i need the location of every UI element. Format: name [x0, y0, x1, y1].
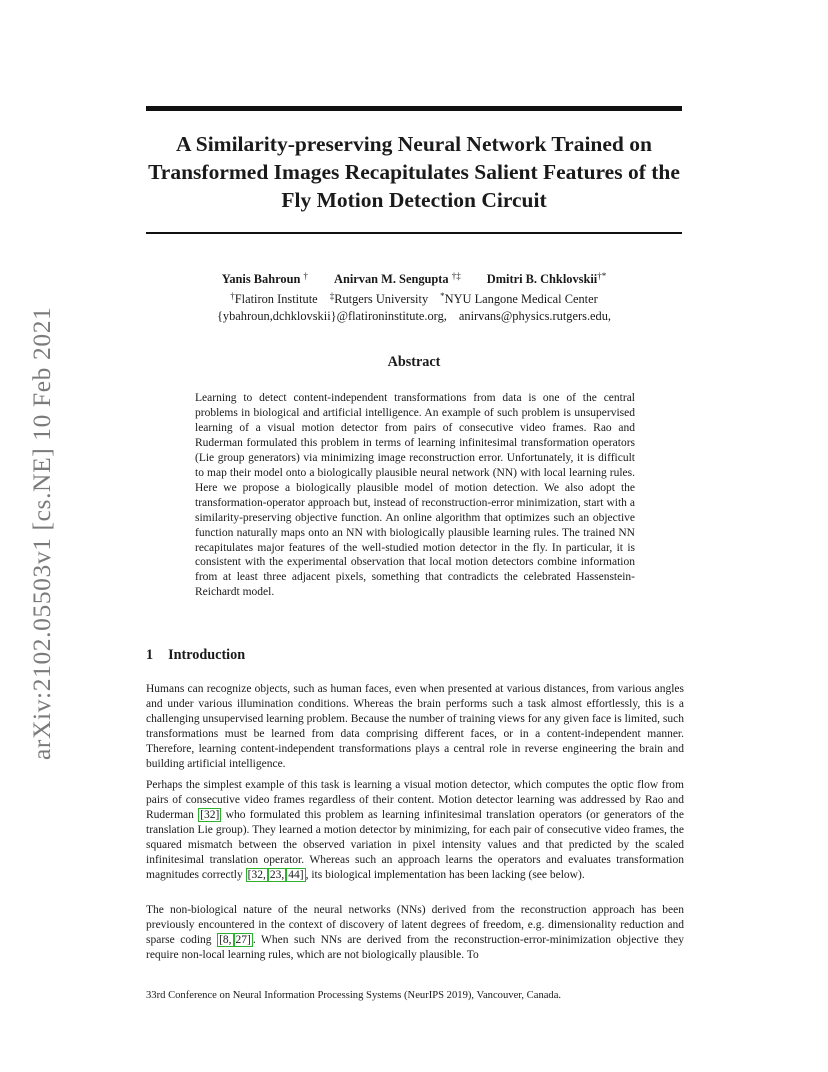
affiliation-name: Rutgers University — [334, 292, 429, 306]
paragraph-text: Perhaps the simplest example of this task is learning a visual motion detector, which computes the optic flow from pairs of consecutive video frames regardless of their content. Motion detector learning was addressed by Rao and Ruderman — [146, 779, 684, 821]
intro-paragraph-1: Humans can recognize objects, such as human faces, even when presented at various distances, from various angles and under various illumination conditions. Whereas the brain performs such a task almost effortlessly, this is a challenging unsupervised learning problem. Because the number of training views for any given face is limited, such transformations must be learned from data comprising different faces, or in a content-independent manner. Therefore, learning content-independent transformations plays a central role in reverse engineering the brain and building artificial intelligence. — [146, 683, 684, 770]
author-name: Yanis Bahroun — [221, 272, 301, 286]
abstract-heading: Abstract — [387, 354, 441, 370]
citation-link[interactable]: [32, — [247, 868, 266, 881]
author — [334, 268, 461, 288]
author — [487, 268, 607, 288]
section-number: 1 — [146, 647, 154, 663]
email: anirvans@physics.rutgers.edu, — [458, 309, 612, 323]
paragraph-text: , its biological implementation has been lacking (see below). — [305, 868, 585, 881]
author-names — [146, 268, 682, 288]
affiliation — [330, 288, 428, 308]
citation-link[interactable]: 44] — [288, 868, 304, 881]
affiliation-name: Flatiron Institute — [234, 292, 318, 306]
author-name: Anirvan M. Sengupta — [334, 272, 449, 286]
affiliation-name: NYU Langone Medical Center — [444, 292, 598, 306]
author-emails — [146, 308, 682, 325]
paper-title: A Similarity-preserving Neural Network Trained on Transformed Images Recapitulates Salient Features of the Fly Motion Detection Circuit — [148, 132, 680, 212]
arxiv-identifier: arXiv:2102.05503v1 [cs.NE] 10 Feb 2021 — [27, 306, 56, 760]
title-rule-bottom — [146, 232, 682, 234]
affiliation — [440, 288, 598, 308]
author-block — [146, 268, 682, 325]
citation-link[interactable]: 27] — [235, 933, 251, 946]
affiliations — [146, 288, 682, 308]
affiliation-mark: † — [230, 291, 235, 301]
citation-link[interactable]: [32] — [200, 808, 220, 821]
paragraph-text: The non-biological nature of the neural networks (NNs) derived from the reconstruction approach has been previously encountered in the context of discovery of latent degrees of freedom, e.g. dimensionality reduction and sparse coding — [146, 904, 684, 946]
intro-paragraph-3 — [146, 903, 684, 963]
affiliation — [230, 288, 317, 308]
affiliation-mark: * — [440, 291, 445, 301]
section-title: Introduction — [168, 647, 246, 663]
affiliation-mark: ‡ — [329, 291, 335, 301]
citation-link[interactable]: [8, — [219, 933, 232, 946]
author-marks: †* — [597, 271, 607, 281]
title-rule-top — [146, 106, 682, 111]
paragraph-text: . When such NNs are derived from the reconstruction-error-minimization objective they require non-local learning rules, which are not biologically plausible. To — [146, 933, 684, 961]
author — [222, 268, 308, 288]
email: {ybahroun,dchklovskii}@flatironinstitute.org, — [216, 309, 447, 323]
conference-footer: 33rd Conference on Neural Information Processing Systems (NeurIPS 2019), Vancouver, Canada. — [146, 990, 562, 1001]
author-name: Dmitri B. Chklovskii — [486, 272, 598, 286]
author-marks: † — [303, 271, 308, 281]
author-marks: †‡ — [451, 271, 461, 281]
section-heading — [146, 647, 245, 664]
intro-paragraph-2 — [146, 778, 684, 883]
paragraph-text: who formulated this problem as learning infinitesimal translation operators (or generators of the translation Lie group). They learned a motion detector by minimizing, for each pair of consecutive video frames, the squared mismatch between the observed variation in pixel intensity values and that predicted by the scaled infinitesimal translation operator. Whereas such an approach learns the operators and evaluates transformation magnitudes correctly — [146, 808, 684, 881]
abstract-text: Learning to detect content-independent transformations from data is one of the central problems in biological and artificial intelligence. An example of such problem is unsupervised learning of a visual motion detector from pairs of consecutive video frames. Rao and Ruderman formulated this problem in terms of learning infinitesimal transformation operators (Lie group generators) via minimizing image reconstruction error. Unfortunately, it is difficult to map their model onto a biologically plausible neural network (NN) with local learning rules. Here we propose a biologically plausible model of motion detection. We also adopt the transformation-operator approach but, instead of reconstruction-error minimization, start with a similarity-preserving objective function. An online algorithm that optimizes such an objective function naturally maps onto an NN with biologically plausible learning rules. The trained NN recapitulates major features of the well-studied motion detector in the fly. In particular, it is consistent with the experimental observation that local motion detectors combine information from at least three adjacent pixels, something that contradicts the celebrated Hassenstein-Reichardt model. — [195, 392, 635, 599]
citation-link[interactable]: 23, — [269, 868, 285, 881]
